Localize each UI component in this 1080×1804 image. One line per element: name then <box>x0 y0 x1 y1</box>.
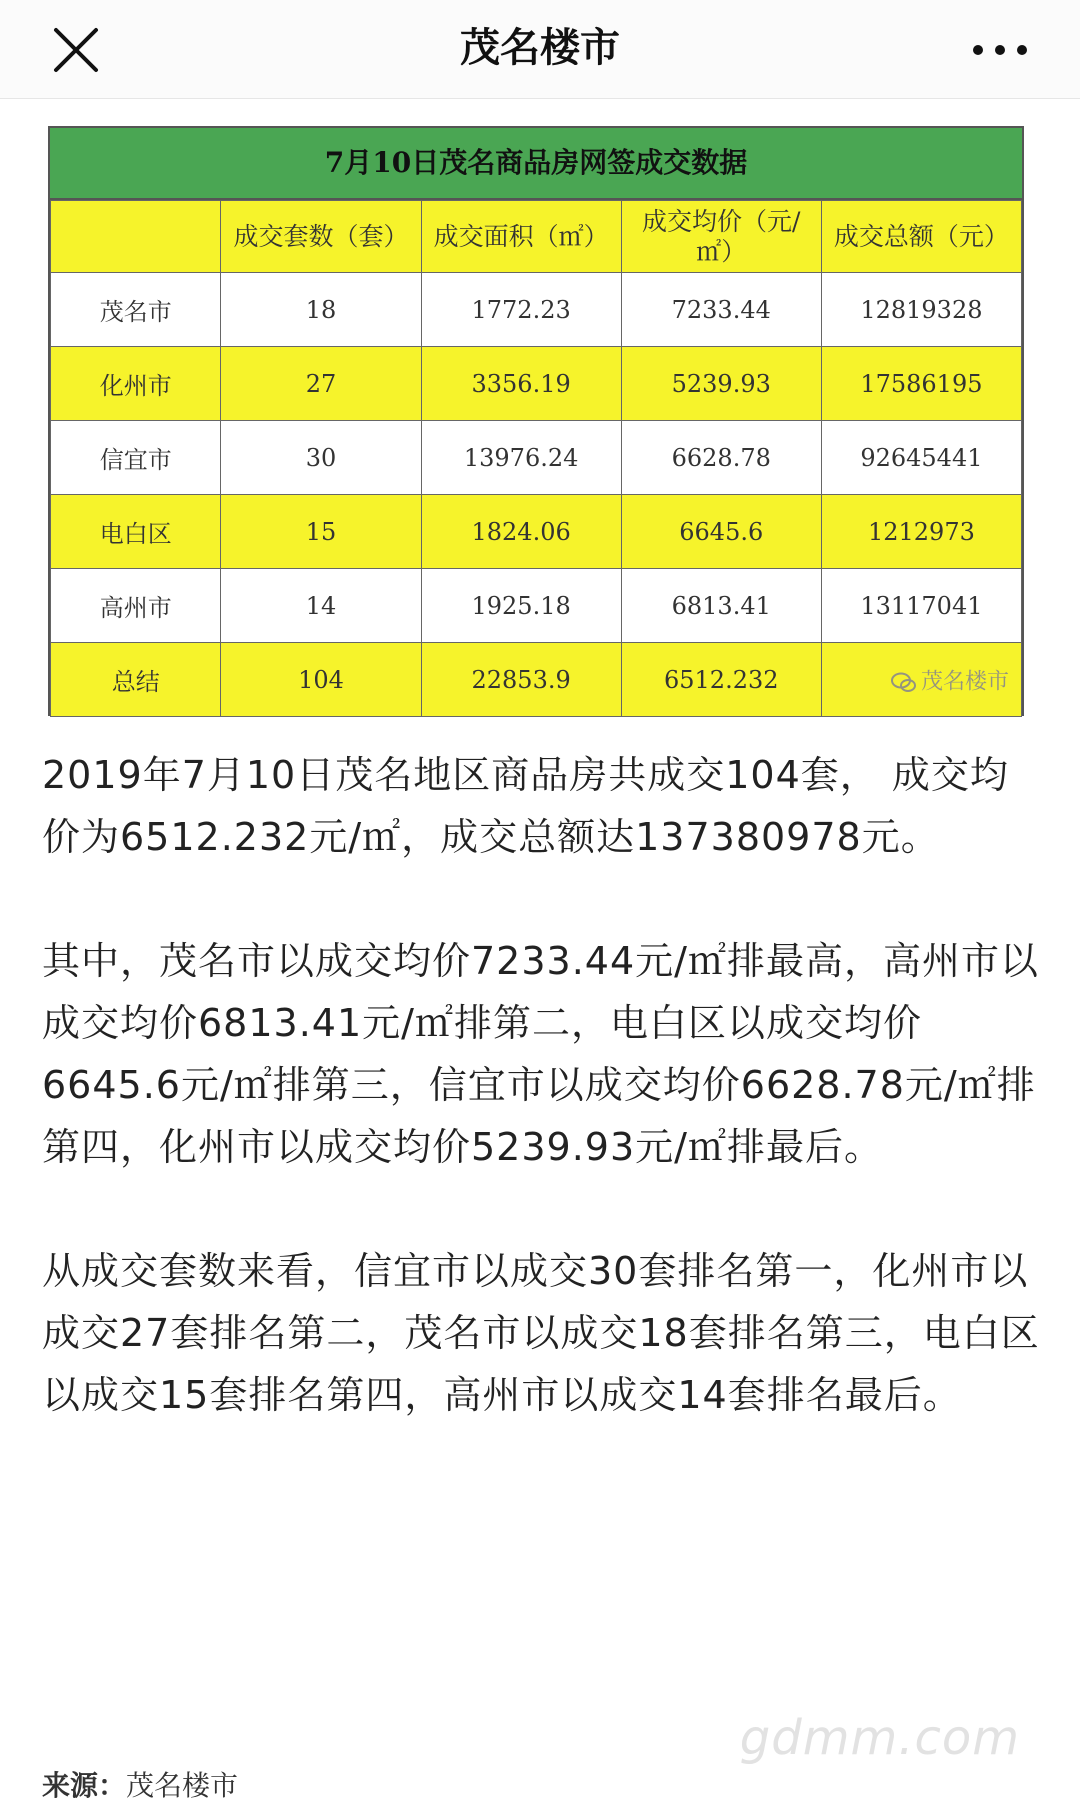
source-value: 茂名楼市 <box>126 1769 239 1802</box>
table-cell: 高州市 <box>51 569 221 643</box>
table-cell: 信宜市 <box>51 421 221 495</box>
article-body <box>42 744 1042 1488</box>
header-cell: 成交套数（套） <box>221 201 421 273</box>
table-cell <box>821 643 1021 717</box>
table-cell: 30 <box>221 421 421 495</box>
article-paragraph: 从成交套数来看，信宜市以成交30套排名第一，化州市以成交27套排名第二，茂名市以成交18套排名第三，电白区以成交15套排名第四，高州市以成交14套排名最后。 <box>42 1249 1040 1417</box>
table-row <box>51 421 1022 495</box>
source-line <box>42 1764 238 1804</box>
page-title: 茂名楼市 <box>460 25 620 71</box>
wechat-icon <box>891 671 917 693</box>
article-paragraph: 2019年7月10日茂名地区商品房共成交104套， 成交均价为6512.232元/㎡，成交总额达137380978元。 <box>42 753 1009 859</box>
table-cell: 27 <box>221 347 421 421</box>
table-cell: 6813.41 <box>621 569 821 643</box>
table-cell: 92645441 <box>821 421 1021 495</box>
table-cell: 化州市 <box>51 347 221 421</box>
table-cell: 3356.19 <box>421 347 621 421</box>
table-row <box>51 495 1022 569</box>
table-cell: 13976.24 <box>421 421 621 495</box>
nav-bar <box>0 0 1080 99</box>
table-cell: 17586195 <box>821 347 1021 421</box>
table-cell: 6512.232 <box>621 643 821 717</box>
header-cell: 成交总额（元） <box>821 201 1021 273</box>
table-title: 7月10日茂名商品房网签成交数据 <box>50 128 1022 200</box>
table-cell: 6645.6 <box>621 495 821 569</box>
header-cell: 成交均价（元/㎡） <box>621 201 821 273</box>
table-cell: 5239.93 <box>621 347 821 421</box>
table-cell: 总结 <box>51 643 221 717</box>
table-cell: 18 <box>221 273 421 347</box>
table-cell: 14 <box>221 569 421 643</box>
source-label: 来源： <box>42 1769 127 1802</box>
table-cell: 13117041 <box>821 569 1021 643</box>
table-header-row <box>51 201 1022 273</box>
wechat-watermark <box>891 664 1009 695</box>
header-cell <box>51 201 221 273</box>
table-cell: 1925.18 <box>421 569 621 643</box>
table-cell: 1824.06 <box>421 495 621 569</box>
site-watermark: gdmm.com <box>739 1710 1020 1766</box>
table-cell: 电白区 <box>51 495 221 569</box>
table-total-row <box>51 643 1022 717</box>
header-cell: 成交面积（㎡） <box>421 201 621 273</box>
table-cell: 22853.9 <box>421 643 621 717</box>
data-table-image <box>48 126 1024 716</box>
table-row <box>51 569 1022 643</box>
table-cell: 1212973 <box>821 495 1021 569</box>
table-cell: 1772.23 <box>421 273 621 347</box>
watermark-text: 茂名楼市 <box>920 669 1009 694</box>
table-cell: 茂名市 <box>51 273 221 347</box>
article-paragraph: 其中，茂名市以成交均价7233.44元/㎡排最高，高州市以成交均价6813.41元/㎡排第二，电白区以成交均价6645.6元/㎡排第三，信宜市以成交均价6628.78元/㎡排第四，化州市以成交均价5239.93元/㎡排最后。 <box>42 939 1039 1169</box>
table-row <box>51 347 1022 421</box>
table-cell: 12819328 <box>821 273 1021 347</box>
table-cell: 104 <box>221 643 421 717</box>
table-cell: 7233.44 <box>621 273 821 347</box>
table-row <box>51 273 1022 347</box>
sales-table <box>50 200 1022 717</box>
table-cell: 6628.78 <box>621 421 821 495</box>
more-options-icon[interactable] <box>960 30 1040 70</box>
table-cell: 15 <box>221 495 421 569</box>
